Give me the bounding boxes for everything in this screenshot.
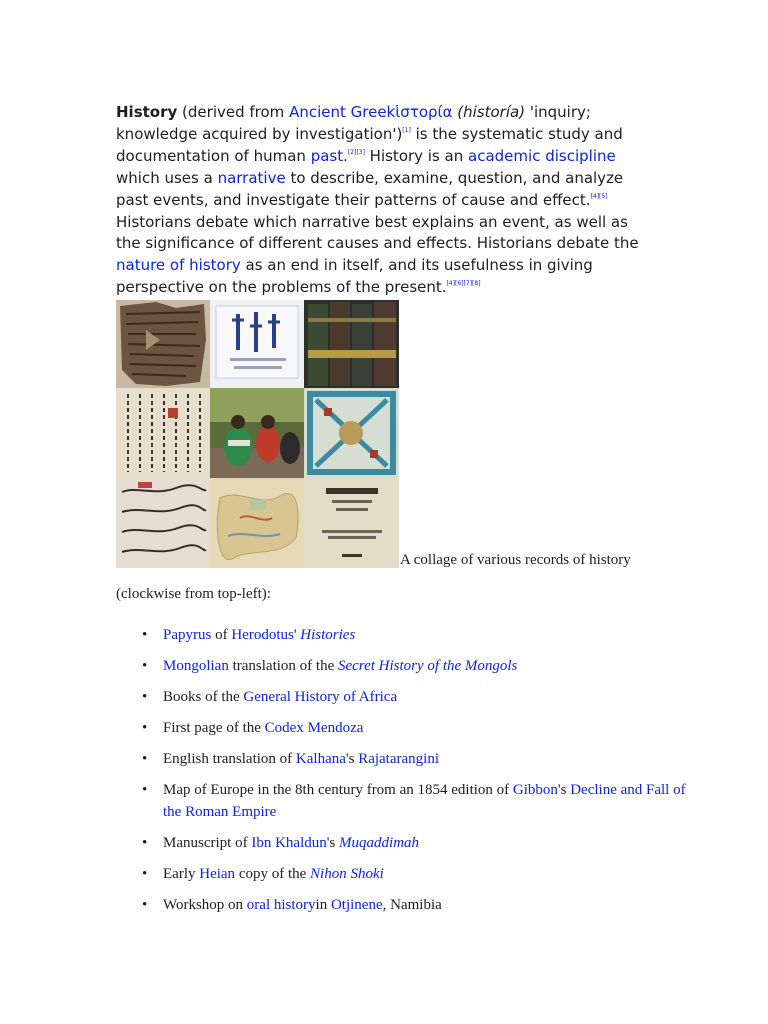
- list-item-text: 's: [345, 751, 359, 767]
- bullet-icon: •: [142, 835, 148, 851]
- list-item-link[interactable]: oral history: [246, 897, 316, 913]
- list-item: [142, 686, 693, 708]
- oral-history-workshop-image: [210, 388, 304, 478]
- list-item: [142, 655, 693, 677]
- link-nature-of-history[interactable]: nature of history: [116, 256, 241, 275]
- bullet-icon: •: [142, 782, 148, 798]
- bullet-icon: •: [142, 751, 148, 767]
- bullet-icon: •: [142, 866, 148, 882]
- link-greek-word[interactable]: ἱστορία: [395, 103, 453, 121]
- list-item-text: Books of the: [163, 689, 244, 705]
- list-item-text: First page of the: [163, 720, 265, 736]
- text: is the systematic study and documentation of human: [116, 124, 623, 165]
- link-ancient-greek[interactable]: Ancient Greek: [289, 103, 396, 121]
- list-item-text: in: [315, 897, 331, 913]
- text: .: [343, 146, 348, 165]
- africa-books-image: [304, 300, 399, 388]
- collage-item-list: [116, 624, 693, 925]
- list-item-link[interactable]: Nihon Shoki: [310, 866, 384, 882]
- list-item: [142, 624, 693, 646]
- decline-and-fall-book-image: [304, 478, 399, 568]
- text: History is an: [364, 146, 469, 165]
- bullet-icon: •: [142, 689, 148, 705]
- list-item-link[interactable]: Heian: [199, 866, 236, 882]
- bullet-icon: •: [142, 897, 148, 913]
- list-item-text: Manuscript of: [163, 835, 252, 851]
- link-past[interactable]: past: [310, 146, 344, 165]
- list-item-link[interactable]: General History of Africa: [243, 689, 398, 705]
- list-item-link[interactable]: Mongolian: [163, 658, 229, 674]
- list-item-text: Map of Europe in the 8th century from an 1854 edition of: [163, 782, 513, 798]
- text: 'inquiry; knowledge acquired by investigation'): [116, 103, 591, 143]
- list-item-link[interactable]: Codex Mendoza: [264, 720, 364, 736]
- codex-mendoza-image: [304, 388, 399, 478]
- list-item-link[interactable]: Secret History of the Mongols: [337, 658, 518, 674]
- ref-4-5[interactable]: [4][5]: [590, 192, 608, 200]
- list-item-text: Early: [163, 866, 200, 882]
- list-item-link[interactable]: Gibbon: [512, 782, 558, 798]
- text: to describe, examine, question, and analyze past events, and investigate their patterns of cause and effect.: [116, 168, 624, 209]
- link-academic-discipline[interactable]: academic discipline: [468, 146, 616, 165]
- list-item-link[interactable]: Otjinene: [330, 897, 383, 913]
- text: Historians debate which narrative best explains an event, as well as the significance of different causes and effects. Historians debate the: [116, 212, 639, 253]
- list-item: [142, 779, 693, 823]
- mongolian-manuscript-image: [210, 300, 304, 388]
- list-item-text: translation of the: [228, 658, 338, 674]
- list-item-text: , Namibia: [382, 897, 442, 913]
- list-item-text: Workshop on: [163, 897, 247, 913]
- list-item-link[interactable]: Histories: [300, 627, 356, 643]
- bullet-icon: •: [142, 658, 148, 674]
- bullet-icon: •: [142, 720, 148, 736]
- map-of-europe-image: [210, 478, 304, 568]
- list-item-link[interactable]: Ibn Khaldun: [251, 835, 327, 851]
- term-history: History: [116, 103, 178, 121]
- list-item: [142, 717, 693, 739]
- list-item: [142, 863, 693, 885]
- list-item-link[interactable]: Papyrus: [163, 627, 212, 643]
- list-item-link[interactable]: Muqaddimah: [339, 835, 420, 851]
- papyrus-image: [116, 300, 210, 388]
- bullet-icon: •: [142, 627, 148, 643]
- list-item: [142, 748, 693, 770]
- ref-1[interactable]: [1]: [402, 126, 411, 134]
- list-item-link[interactable]: Kalhana: [295, 751, 346, 767]
- link-narrative[interactable]: narrative: [217, 168, 286, 187]
- list-item: [142, 832, 693, 854]
- list-item-text: ': [293, 627, 301, 643]
- list-item-text: of: [211, 627, 232, 643]
- list-item-link[interactable]: Herodotus: [231, 627, 294, 643]
- text: (derived from: [177, 103, 290, 121]
- transliteration: (historía): [452, 103, 526, 121]
- muqaddimah-manuscript-image: [116, 478, 210, 568]
- ref-2-3[interactable]: [2][3]: [347, 148, 365, 156]
- rajatarangini-page-image: [116, 388, 210, 478]
- text: which uses a: [116, 168, 218, 187]
- list-item-text: 's: [557, 782, 571, 798]
- text: as an end in itself, and its usefulness in giving perspective on the problems of the present.: [116, 256, 593, 297]
- ref-4-8[interactable]: [4][6][7][8]: [446, 280, 481, 288]
- collage-caption-line-2: (clockwise from top-left):: [116, 586, 271, 602]
- list-item-text: copy of the: [235, 866, 311, 882]
- collage-caption-line-1: A collage of various records of history: [400, 552, 631, 568]
- list-item-link[interactable]: Decline and Fall of the Roman Empire: [163, 782, 686, 820]
- list-item: [142, 894, 693, 916]
- list-item-text: English translation of: [163, 751, 296, 767]
- history-collage-image: [116, 300, 399, 568]
- list-item-text: 's: [326, 835, 340, 851]
- list-item-link[interactable]: Rajatarangini: [358, 751, 439, 767]
- intro-paragraph: [116, 102, 656, 299]
